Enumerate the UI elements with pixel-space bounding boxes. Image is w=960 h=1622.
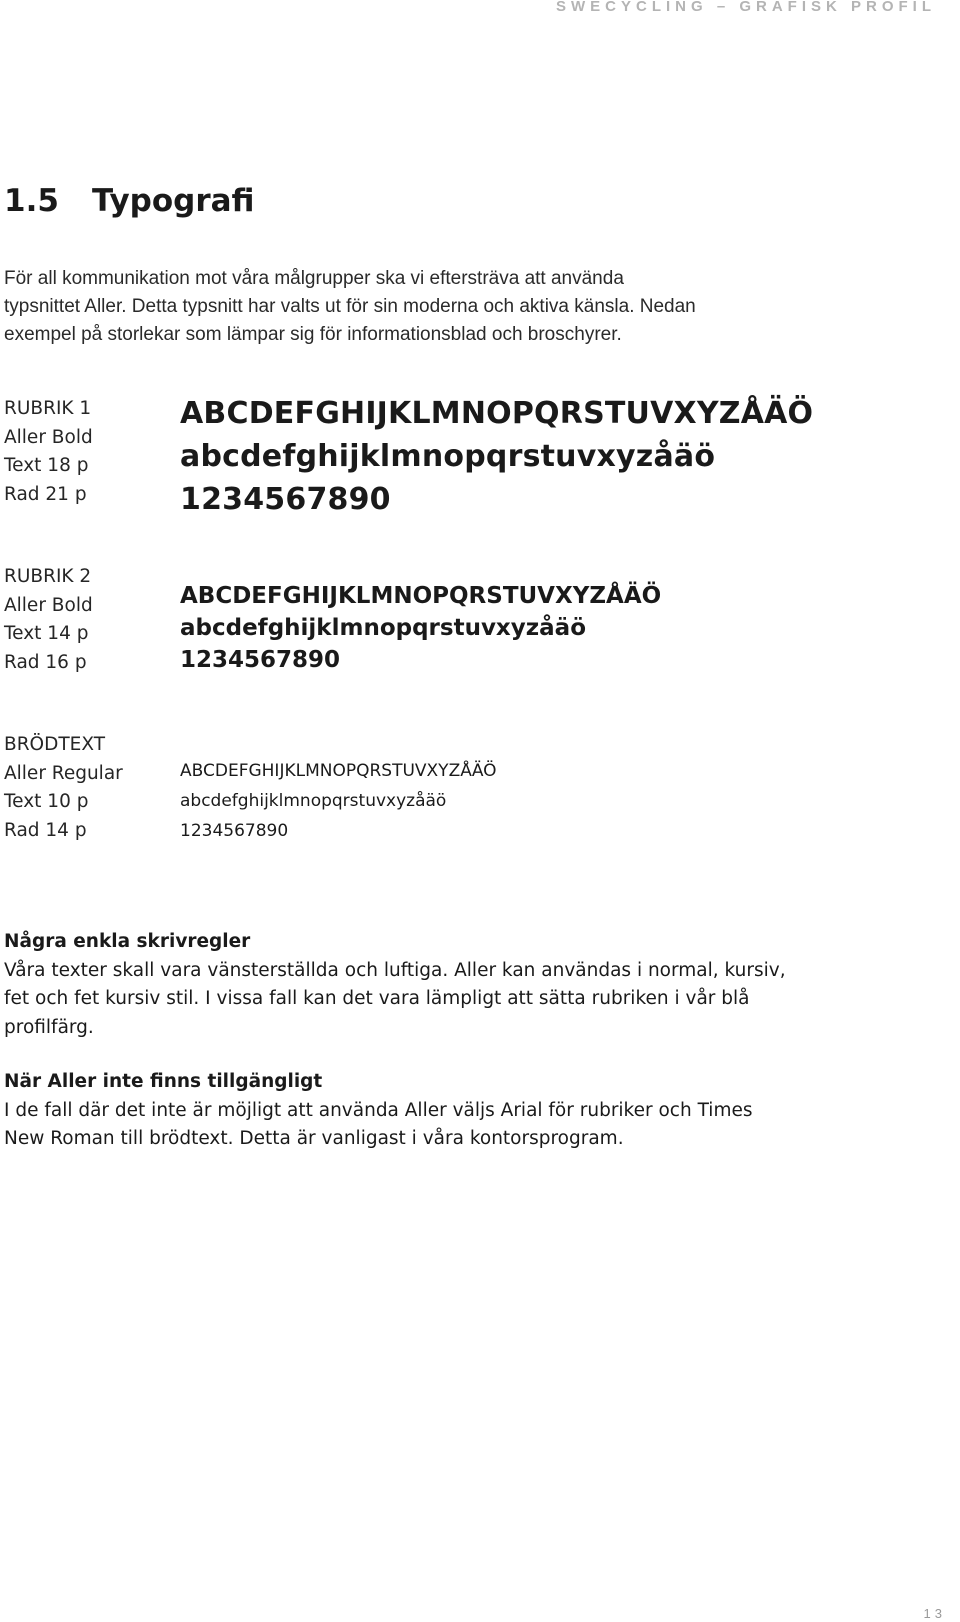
- specimen-rubrik1-spec: [4, 395, 164, 509]
- specimen-brodtext-spec: [4, 731, 164, 845]
- sample-uppercase: ABCDEFGHIJKLMNOPQRSTUVXYZÅÄÖ: [180, 396, 814, 431]
- fallback-line: New Roman till brödtext. Detta är vanligast i våra kontorsprogram.: [4, 1128, 624, 1149]
- spec-text-size: Text 18 p: [4, 455, 89, 476]
- spec-line-height: Rad 14 p: [4, 819, 87, 841]
- running-header: SWECYCLING – GRAFISK PROFIL: [555, 0, 936, 15]
- writing-rules: [4, 928, 804, 1042]
- intro-line: typsnittet Aller. Detta typsnitt har valts ut för sin moderna och aktiva känsla. Nedan: [4, 296, 696, 317]
- sample-lowercase: abcdefghijklmnopqrstuvxyzåäö: [180, 791, 447, 811]
- intro-line: För all kommunikation mot våra målgrupper ska vi eftersträva att använda: [4, 268, 624, 289]
- sample-lowercase: abcdefghijklmnopqrstuvxyzåäö: [180, 439, 716, 474]
- fallback-heading: När Aller inte finns tillgängligt: [4, 1071, 323, 1092]
- spec-font: Aller Bold: [4, 594, 93, 616]
- section-number: 1.5: [4, 183, 59, 219]
- spec-text-size: Text 14 p: [4, 623, 89, 644]
- rules-line: Våra texter skall vara vänsterställda och luftiga. Aller kan användas i normal, kursiv,: [4, 959, 786, 981]
- rules-line: profilfärg.: [4, 1016, 94, 1038]
- sample-digits: 1234567890: [180, 482, 391, 517]
- spec-text-size: Text 10 p: [4, 791, 89, 812]
- spec-line-height: Rad 16 p: [4, 651, 87, 673]
- spec-label: BRÖDTEXT: [4, 734, 105, 755]
- page-number: 13: [923, 1606, 946, 1621]
- rules-heading: Några enkla skrivregler: [4, 931, 251, 952]
- sample-uppercase: ABCDEFGHIJKLMNOPQRSTUVXYZÅÄÖ: [180, 761, 497, 781]
- rules-line: fet och fet kursiv stil. I vissa fall kan det vara lämpligt att sätta rubriken i vår blå: [4, 988, 750, 1009]
- sample-uppercase: ABCDEFGHIJKLMNOPQRSTUVXYZÅÄÖ: [180, 583, 662, 609]
- specimen-brodtext-sample: [180, 756, 497, 846]
- intro-paragraph: [4, 265, 744, 349]
- fallback-line: I de fall där det inte är möjligt att använda Aller väljs Arial för rubriker och Times: [4, 1099, 753, 1121]
- intro-line: exempel på storlekar som lämpar sig för informationsblad och broschyrer.: [4, 324, 622, 345]
- spec-line-height: Rad 21 p: [4, 483, 87, 505]
- sample-lowercase: abcdefghijklmnopqrstuvxyzåäö: [180, 615, 586, 641]
- sample-digits: 1234567890: [180, 647, 341, 673]
- sample-digits: 1234567890: [180, 821, 289, 841]
- specimen-rubrik1-sample: [180, 392, 813, 521]
- spec-font: Aller Bold: [4, 426, 93, 448]
- spec-label: RUBRIK 1: [4, 398, 92, 419]
- specimen-rubrik2-sample: [180, 580, 661, 676]
- fallback-fonts: [4, 1068, 804, 1154]
- specimen-rubrik2-spec: [4, 563, 164, 677]
- spec-label: RUBRIK 2: [4, 566, 92, 587]
- section-title: Typografi: [92, 183, 255, 219]
- spec-font: Aller Regular: [4, 762, 123, 784]
- section-heading: [4, 183, 255, 219]
